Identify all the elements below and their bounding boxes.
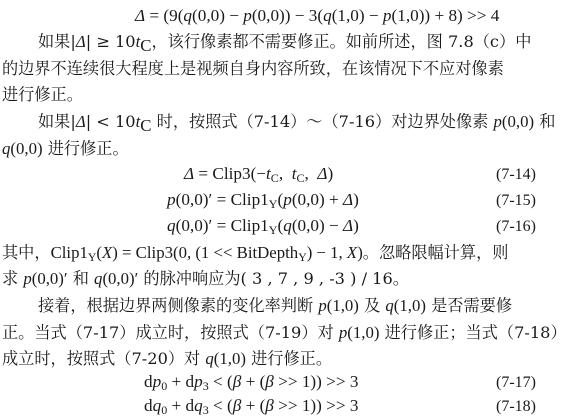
paragraph-2-line-1: 如果$|\Delta| < 10t_C$ 时，按照式（7-14）～（7-16）对边界处像素 p(0,0) 和 [38, 112, 556, 136]
equation-number-7-17: (7-17) [496, 374, 536, 391]
paragraph-3-line-2: 求 p(0,0)′ 和 q(0,0)′ 的脉冲响应为( 3 , 7 , 9 , -3 ) / 16。 [2, 269, 409, 288]
paragraph-4-line-2: 正。当式（7-17）成立时，按照式（7-19）对 p(1,0) 进行修正；当式（7-18） [2, 323, 567, 342]
paragraph-2-line-2: q(0,0) 进行修正。 [2, 139, 129, 158]
equation-7-17: $dp_0 + dp_3 < (\beta + (\beta >> 1)) >> 3$ [144, 372, 359, 393]
equation-number-7-16: (7-16) [496, 218, 536, 235]
equation-number-7-15: (7-15) [496, 192, 536, 209]
equation-number-7-14: (7-14) [496, 166, 536, 183]
paragraph-3-line-1: 其中，$Clip1_Y(X)$ = Clip3(0, (1 << BitDepth$_Y$) − 1, X)。忽略限幅计算，则 [2, 243, 509, 264]
equation-7-14: $\Delta = Clip3(-t_C$, $t_C$, Δ) [184, 164, 334, 185]
paragraph-4-line-3: 成立时，按照式（7-20）对 q(1,0) 进行修正。 [2, 349, 333, 368]
equation-7-16: $q(0,0)' = Clip1_Y(q(0,0) - \Delta)$ [167, 216, 359, 237]
equation-delta: Δ = (9(q(0,0) − p(0,0)) − 3(q(1,0) − p(1,0)) + 8) >> 4 [135, 6, 500, 25]
equation-7-15: $p(0,0)' = Clip1_Y(p(0,0) + \Delta)$ [167, 190, 359, 211]
paragraph-1-line-3: 进行修正。 [2, 85, 83, 104]
paragraph-1-line-2: 的边界不连续很大程度上是视频自身内容所致，在该情况下不应对像素 [2, 59, 504, 78]
equation-7-18: $dq_0 + dq_3 < (\beta + (\beta >> 1)) >> 3$ [144, 396, 359, 417]
paragraph-1-line-1: 如果$|\Delta| \ge 10t_C$，该行像素都不需要修正。如前所述，图 7.8（c）中 [38, 32, 532, 56]
paragraph-4-line-1: 接着，根据边界两侧像素的变化率判断 p(1,0) 及 q(1,0) 是否需要修 [38, 296, 513, 315]
equation-number-7-18: (7-18) [496, 398, 536, 415]
